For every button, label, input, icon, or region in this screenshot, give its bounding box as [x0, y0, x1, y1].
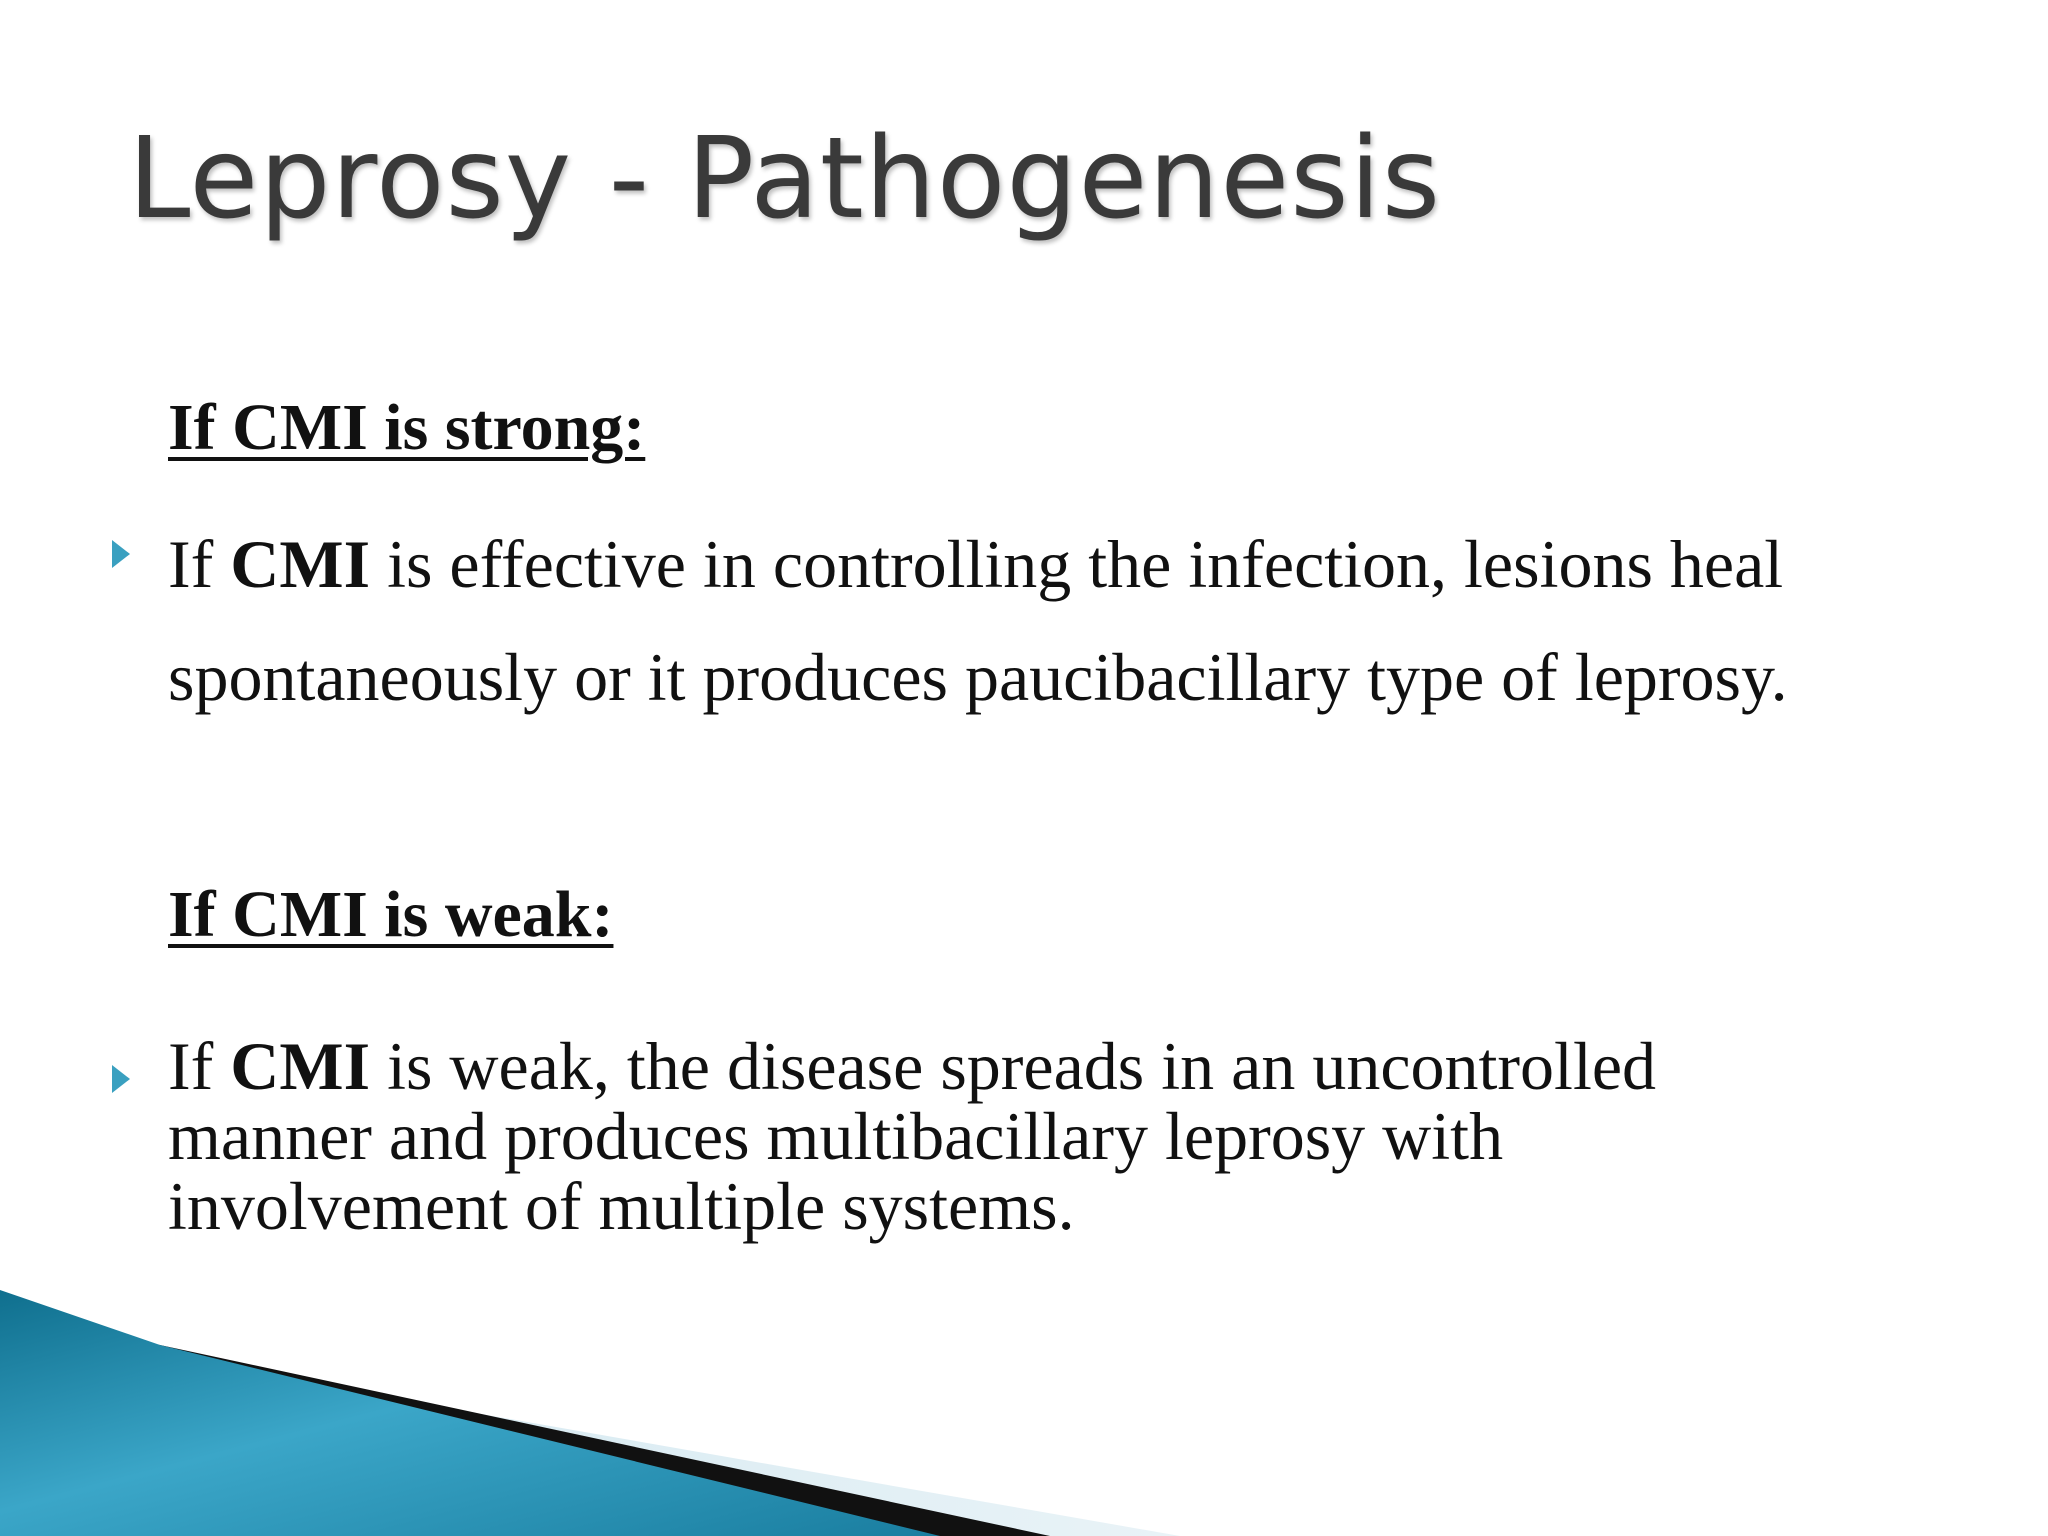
heading-cmi-strong: If CMI is strong: — [168, 391, 646, 464]
paragraph-prefix: If — [168, 526, 231, 602]
paragraph-cmi-weak — [168, 1028, 1728, 1244]
paragraph-body: is weak, the disease spreads in an uncontrolled manner and produces multibacillary leprosy with involvement of multiple systems. — [168, 1028, 1657, 1244]
paragraph-prefix: If — [168, 1028, 231, 1104]
cmi-term: CMI — [230, 526, 371, 602]
triangle-bullet-icon — [112, 540, 130, 568]
paragraph-body: is effective in controlling the infection, lesions heal spontaneously or it produces paucibacillary type of leprosy. — [168, 526, 1788, 715]
paragraph-cmi-strong — [168, 508, 1928, 734]
slide-title: Leprosy - Pathogenesis — [128, 114, 1442, 244]
footer-decoration — [0, 1290, 2048, 1536]
heading-cmi-weak: If CMI is weak: — [168, 878, 614, 951]
triangle-bullet-icon — [112, 1065, 130, 1093]
cmi-term: CMI — [230, 1028, 371, 1104]
